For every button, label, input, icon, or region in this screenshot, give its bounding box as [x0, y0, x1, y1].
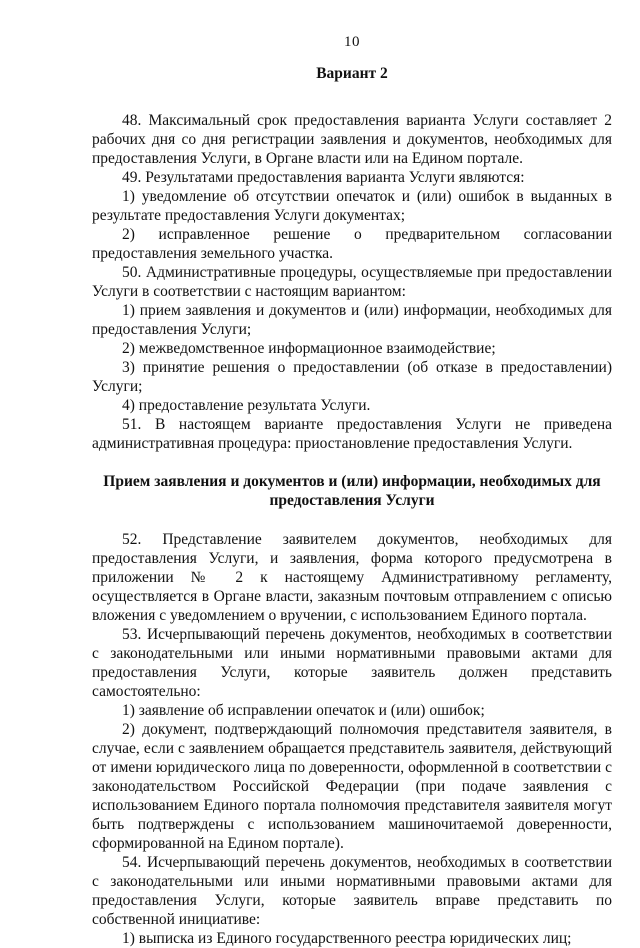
section-heading: Прием заявления и документов и (или) информации, необходимых для предоставления Услуги: [103, 473, 601, 509]
paragraph-50: 50. Административные процедуры, осуществляемые при предоставлении Услуги в соответствии с настоящим вариантом:: [92, 264, 612, 300]
paragraph-49-item-2: 2) исправленное решение о предварительном согласовании предоставления земельного участка.: [92, 226, 612, 262]
paragraph-50-item-3: 3) принятие решения о предоставлении (об отказе в предоставлении) Услуги;: [92, 359, 612, 395]
paragraph-53-item-2: 2) документ, подтверждающий полномочия представителя заявителя, в случае, если с заявлением обращается представитель заявителя, действующий от имени юридического лица по доверенности, оформленной в соответствии с законодательством Российской Федерации (при подаче заявления с использованием Единого портала полномочия представителя заявителя могут быть подтверждены с использованием машиночитаемой доверенности, сформированной на Едином портале).: [92, 721, 612, 852]
paragraph-54: 54. Исчерпывающий перечень документов, необходимых в соответствии с законодательными или иными нормативными правовыми актами для предоставления Услуги, которые заявитель вправе представить по собственной инициативе:: [92, 854, 612, 928]
paragraph-53: 53. Исчерпывающий перечень документов, необходимых в соответствии с законодательными или иными нормативными правовыми актами для предоставления Услуги, которые заявитель должен представить самостоятельно:: [92, 626, 612, 700]
paragraph-49-item-1: 1) уведомление об отсутствии опечаток и (или) ошибок в выданных в результате предоставления Услуги документах;: [92, 188, 612, 224]
paragraph-49: 49. Результатами предоставления варианта Услуги являются:: [122, 169, 525, 186]
page-number: 10: [344, 34, 360, 50]
paragraph-50-item-2: 2) межведомственное информационное взаимодействие;: [122, 340, 496, 357]
paragraph-51: 51. В настоящем варианте предоставления Услуги не приведена административная процедура: приостановление предоставления Услуги.: [92, 416, 612, 452]
paragraph-48: 48. Максимальный срок предоставления варианта Услуги составляет 2 рабочих дня со дня регистрации заявления и документов, необходимых для предоставления Услуги, в Органе власти или на Едином портале.: [92, 112, 612, 167]
paragraph-53-item-1: 1) заявление об исправлении опечаток и (или) ошибок;: [122, 702, 485, 719]
variant-heading: Вариант 2: [316, 65, 388, 82]
paragraph-54-item-1: 1) выписка из Единого государственного реестра юридических лиц;: [122, 930, 572, 947]
paragraph-52: 52. Представление заявителем документов, необходимых для предоставления Услуги, и заявления, форма которого предусмотрена в приложении № 2 к настоящему Административному регламенту, осуществляется в Органе власти, заказным почтовым отправлением с описью вложения с уведомлением о вручении, с использованием Единого портала.: [92, 531, 612, 624]
paragraph-50-item-4: 4) предоставление результата Услуги.: [122, 397, 371, 414]
paragraph-50-item-1: 1) прием заявления и документов и (или) информации, необходимых для предоставления Услуги;: [92, 302, 612, 338]
